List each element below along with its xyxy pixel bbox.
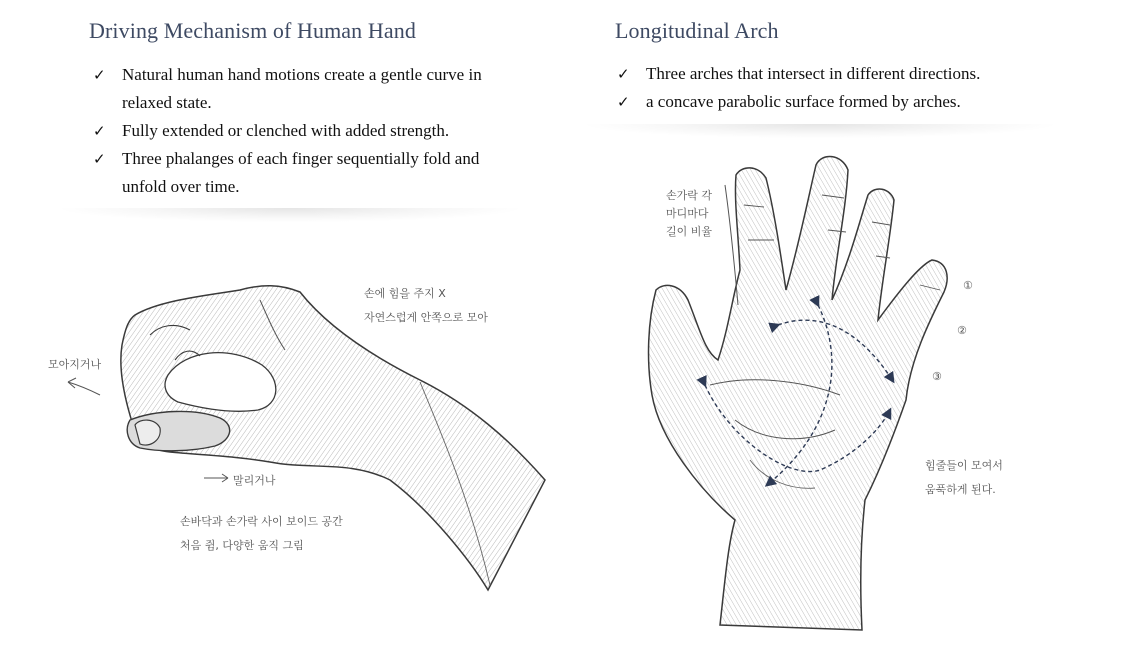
finger-number-label: ③: [932, 370, 942, 383]
pencil-note: 길이 비율: [666, 225, 713, 238]
pencil-note: 모아지거나: [48, 358, 102, 371]
pencil-note: 마디마다: [666, 207, 709, 220]
pencil-note: 처음 쥠, 다양한 움직 그림: [180, 539, 304, 552]
open-palm-sketch: [560, 0, 1127, 661]
pencil-note: 자연스럽게 안쪽으로 모아: [364, 311, 488, 324]
panel-title: Driving Mechanism of Human Hand: [89, 18, 416, 43]
check-icon: ✓: [93, 122, 106, 140]
pencil-note: 손에 힘을 주지 X: [364, 287, 446, 300]
check-icon: ✓: [617, 93, 630, 111]
finger-number-label: ②: [957, 324, 967, 337]
bullet-text: Natural human hand motions create a gentle curve in relaxed state.: [122, 65, 482, 112]
check-icon: ✓: [93, 66, 106, 84]
hand-pinch-sketch: [0, 0, 560, 661]
panel-title: Longitudinal Arch: [615, 18, 779, 43]
check-icon: ✓: [93, 150, 106, 168]
bullet-text: Three arches that intersect in different directions.: [646, 64, 981, 83]
pencil-note: 손바닥과 손가락 사이 보이드 공간: [180, 515, 343, 528]
pencil-note: 손가락 각: [666, 189, 713, 202]
left-panel: [0, 0, 560, 661]
pencil-note: 힘줄들이 모여서: [925, 459, 1003, 472]
pencil-note: 말리거나: [233, 474, 276, 487]
bullet-text: Fully extended or clenched with added strength.: [122, 121, 450, 140]
pencil-note: 움푹하게 된다.: [925, 483, 996, 496]
bullet-text: Three phalanges of each finger sequentially fold and unfold over time.: [122, 149, 480, 196]
right-panel: [560, 0, 1127, 661]
finger-number-label: ①: [963, 279, 973, 292]
check-icon: ✓: [617, 65, 630, 83]
bullet-text: a concave parabolic surface formed by arches.: [646, 92, 961, 111]
